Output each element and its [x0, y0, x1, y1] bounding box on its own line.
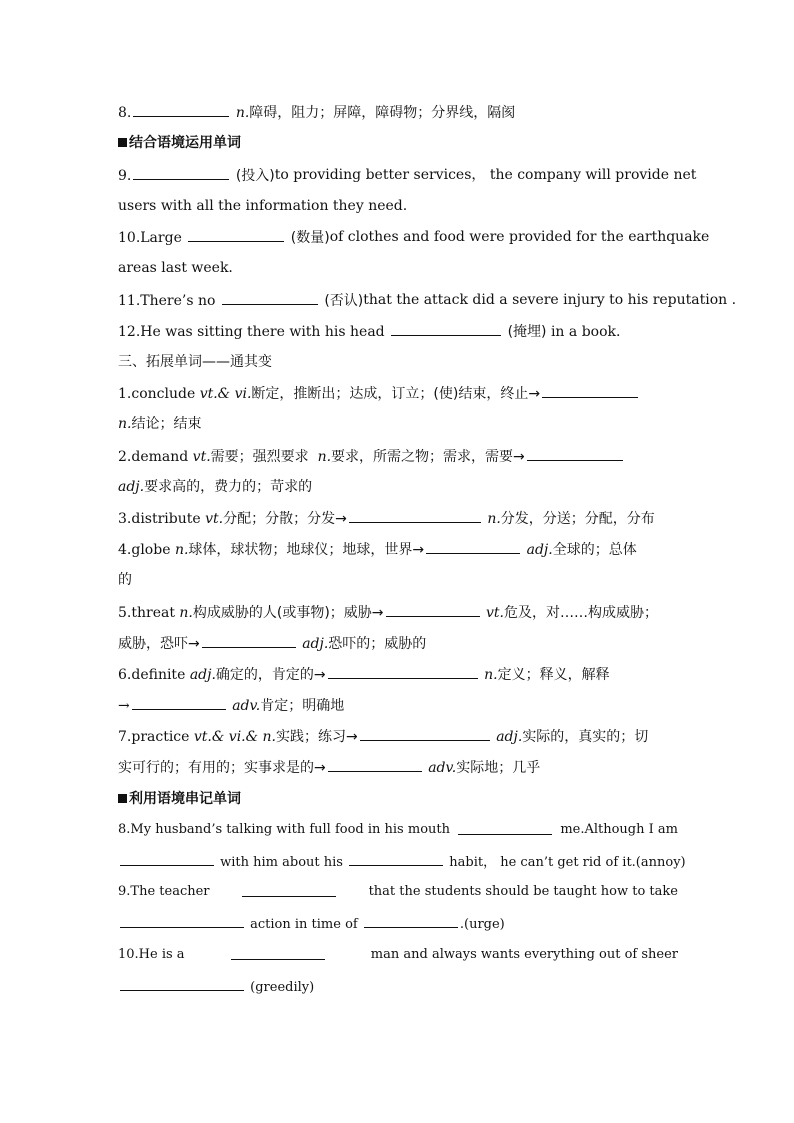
section-heading-sentences: 利用语境串记单词	[118, 789, 678, 809]
answer-blank[interactable]	[328, 757, 422, 772]
expand-item-7: 7.practice vt.& vi.& n.实践；练习→ adj.实际的，真实的；切	[118, 726, 678, 747]
answer-blank[interactable]	[349, 851, 443, 866]
sentence-item-10-line2: (greedily)	[118, 976, 678, 998]
definition: 障碍，阻力；屏障，障碍物；分界线，隔阂	[249, 105, 516, 121]
expand-item-4: 4.globe n.球体，球状物；地球仪；地球，世界→ adj.全球的；总体	[118, 539, 678, 560]
sentence-text: that the attack did a severe injury to his reputation .	[363, 292, 737, 308]
expand-item-7-line2: 实可行的；有用的；实事求是的→ adv.实际地；几乎	[118, 757, 678, 778]
section-heading-context: 结合语境运用单词	[118, 133, 678, 153]
answer-blank[interactable]	[360, 726, 490, 741]
sentence-item-9: 9.The teacher that the students should be taught how to take	[118, 884, 678, 899]
answer-blank[interactable]	[202, 633, 296, 648]
expand-item-4-line2: 的	[118, 572, 132, 588]
expand-item-2-line2: adj.要求高的，费力的；苛求的	[118, 479, 313, 495]
answer-blank[interactable]	[132, 695, 226, 710]
sentence-text: of clothes and food were provided for the earthquake	[329, 229, 710, 245]
sentence-item-8: 8.My husband’s talking with full food in his mouth me.Although I am	[118, 822, 678, 837]
hint: (数量)	[290, 230, 330, 246]
hint: (掩埋)	[507, 324, 547, 340]
expand-item-6-line2: → adv.肯定；明确地	[118, 695, 678, 716]
answer-blank[interactable]	[188, 227, 284, 242]
item-10: 10.Large (数量) of clothes and food were provided for the earthquake	[118, 229, 710, 246]
answer-blank[interactable]	[231, 945, 325, 960]
sentence-text: to providing better services， the company will provide net	[274, 167, 697, 183]
item-8	[118, 102, 678, 123]
expand-item-6: 6.definite adj.确定的，肯定的→ n.定义；释义，解释	[118, 664, 678, 685]
answer-blank[interactable]	[542, 383, 638, 398]
answer-blank[interactable]	[133, 102, 229, 117]
answer-blank[interactable]	[426, 539, 520, 554]
answer-blank[interactable]	[527, 446, 623, 461]
answer-blank[interactable]	[120, 851, 214, 866]
answer-blank[interactable]	[133, 165, 229, 180]
expand-item-2: 2.demand vt.需要；强烈要求 n.要求，所需之物；需求，需要→	[118, 446, 678, 467]
expand-item-5-line2: 威胁，恐吓→ adj.恐吓的；威胁的	[118, 633, 678, 654]
section-heading-expand: 三、拓展单词——通其变	[118, 354, 272, 370]
sentence-item-8-line2: with him about his habit， he can’t get rid of it.(annoy)	[118, 851, 678, 873]
item-10-line2: areas last week.	[118, 260, 233, 276]
sentence-item-9-line2: action in time of .(urge)	[118, 913, 678, 935]
answer-blank[interactable]	[222, 290, 318, 305]
item-11: 11.There’s no (否认) that the attack did a severe injury to his reputation .	[118, 292, 737, 309]
answer-blank[interactable]	[391, 321, 501, 336]
expand-item-3: 3.distribute vt.分配；分散；分发→ n.分发，分送；分配，分布	[118, 508, 678, 529]
item-12: 12.He was sitting there with his head (掩埋) in a book.	[118, 321, 678, 342]
sentence-item-10: 10.He is a man and always wants everything out of sheer	[118, 947, 678, 962]
answer-blank[interactable]	[328, 664, 478, 679]
answer-blank[interactable]	[120, 976, 244, 991]
item-9-line2: users with all the information they need.	[118, 198, 408, 214]
square-bullet-icon	[118, 794, 127, 803]
expand-item-1-line2: n.结论；结束	[118, 416, 202, 432]
hint: (否认)	[324, 293, 364, 309]
answer-blank[interactable]	[386, 602, 480, 617]
expand-item-5: 5.threat n.构成威胁的人(或事物)；威胁→ vt.危及，对……构成威胁；	[118, 602, 678, 623]
answer-blank[interactable]	[364, 913, 458, 928]
hint: (投入)	[235, 168, 275, 184]
expand-item-1: 1.conclude vt.& vi.断定，推断出；达成，订立；(使)结束，终止→	[118, 383, 678, 404]
answer-blank[interactable]	[242, 882, 336, 897]
item-9: 9. (投入) to providing better services， the company will provide net	[118, 167, 697, 184]
answer-blank[interactable]	[349, 508, 481, 523]
square-bullet-icon	[118, 138, 127, 147]
answer-blank[interactable]	[120, 913, 244, 928]
part-of-speech: n.	[235, 105, 250, 121]
answer-blank[interactable]	[458, 820, 552, 835]
item-number: 8.	[118, 105, 132, 121]
